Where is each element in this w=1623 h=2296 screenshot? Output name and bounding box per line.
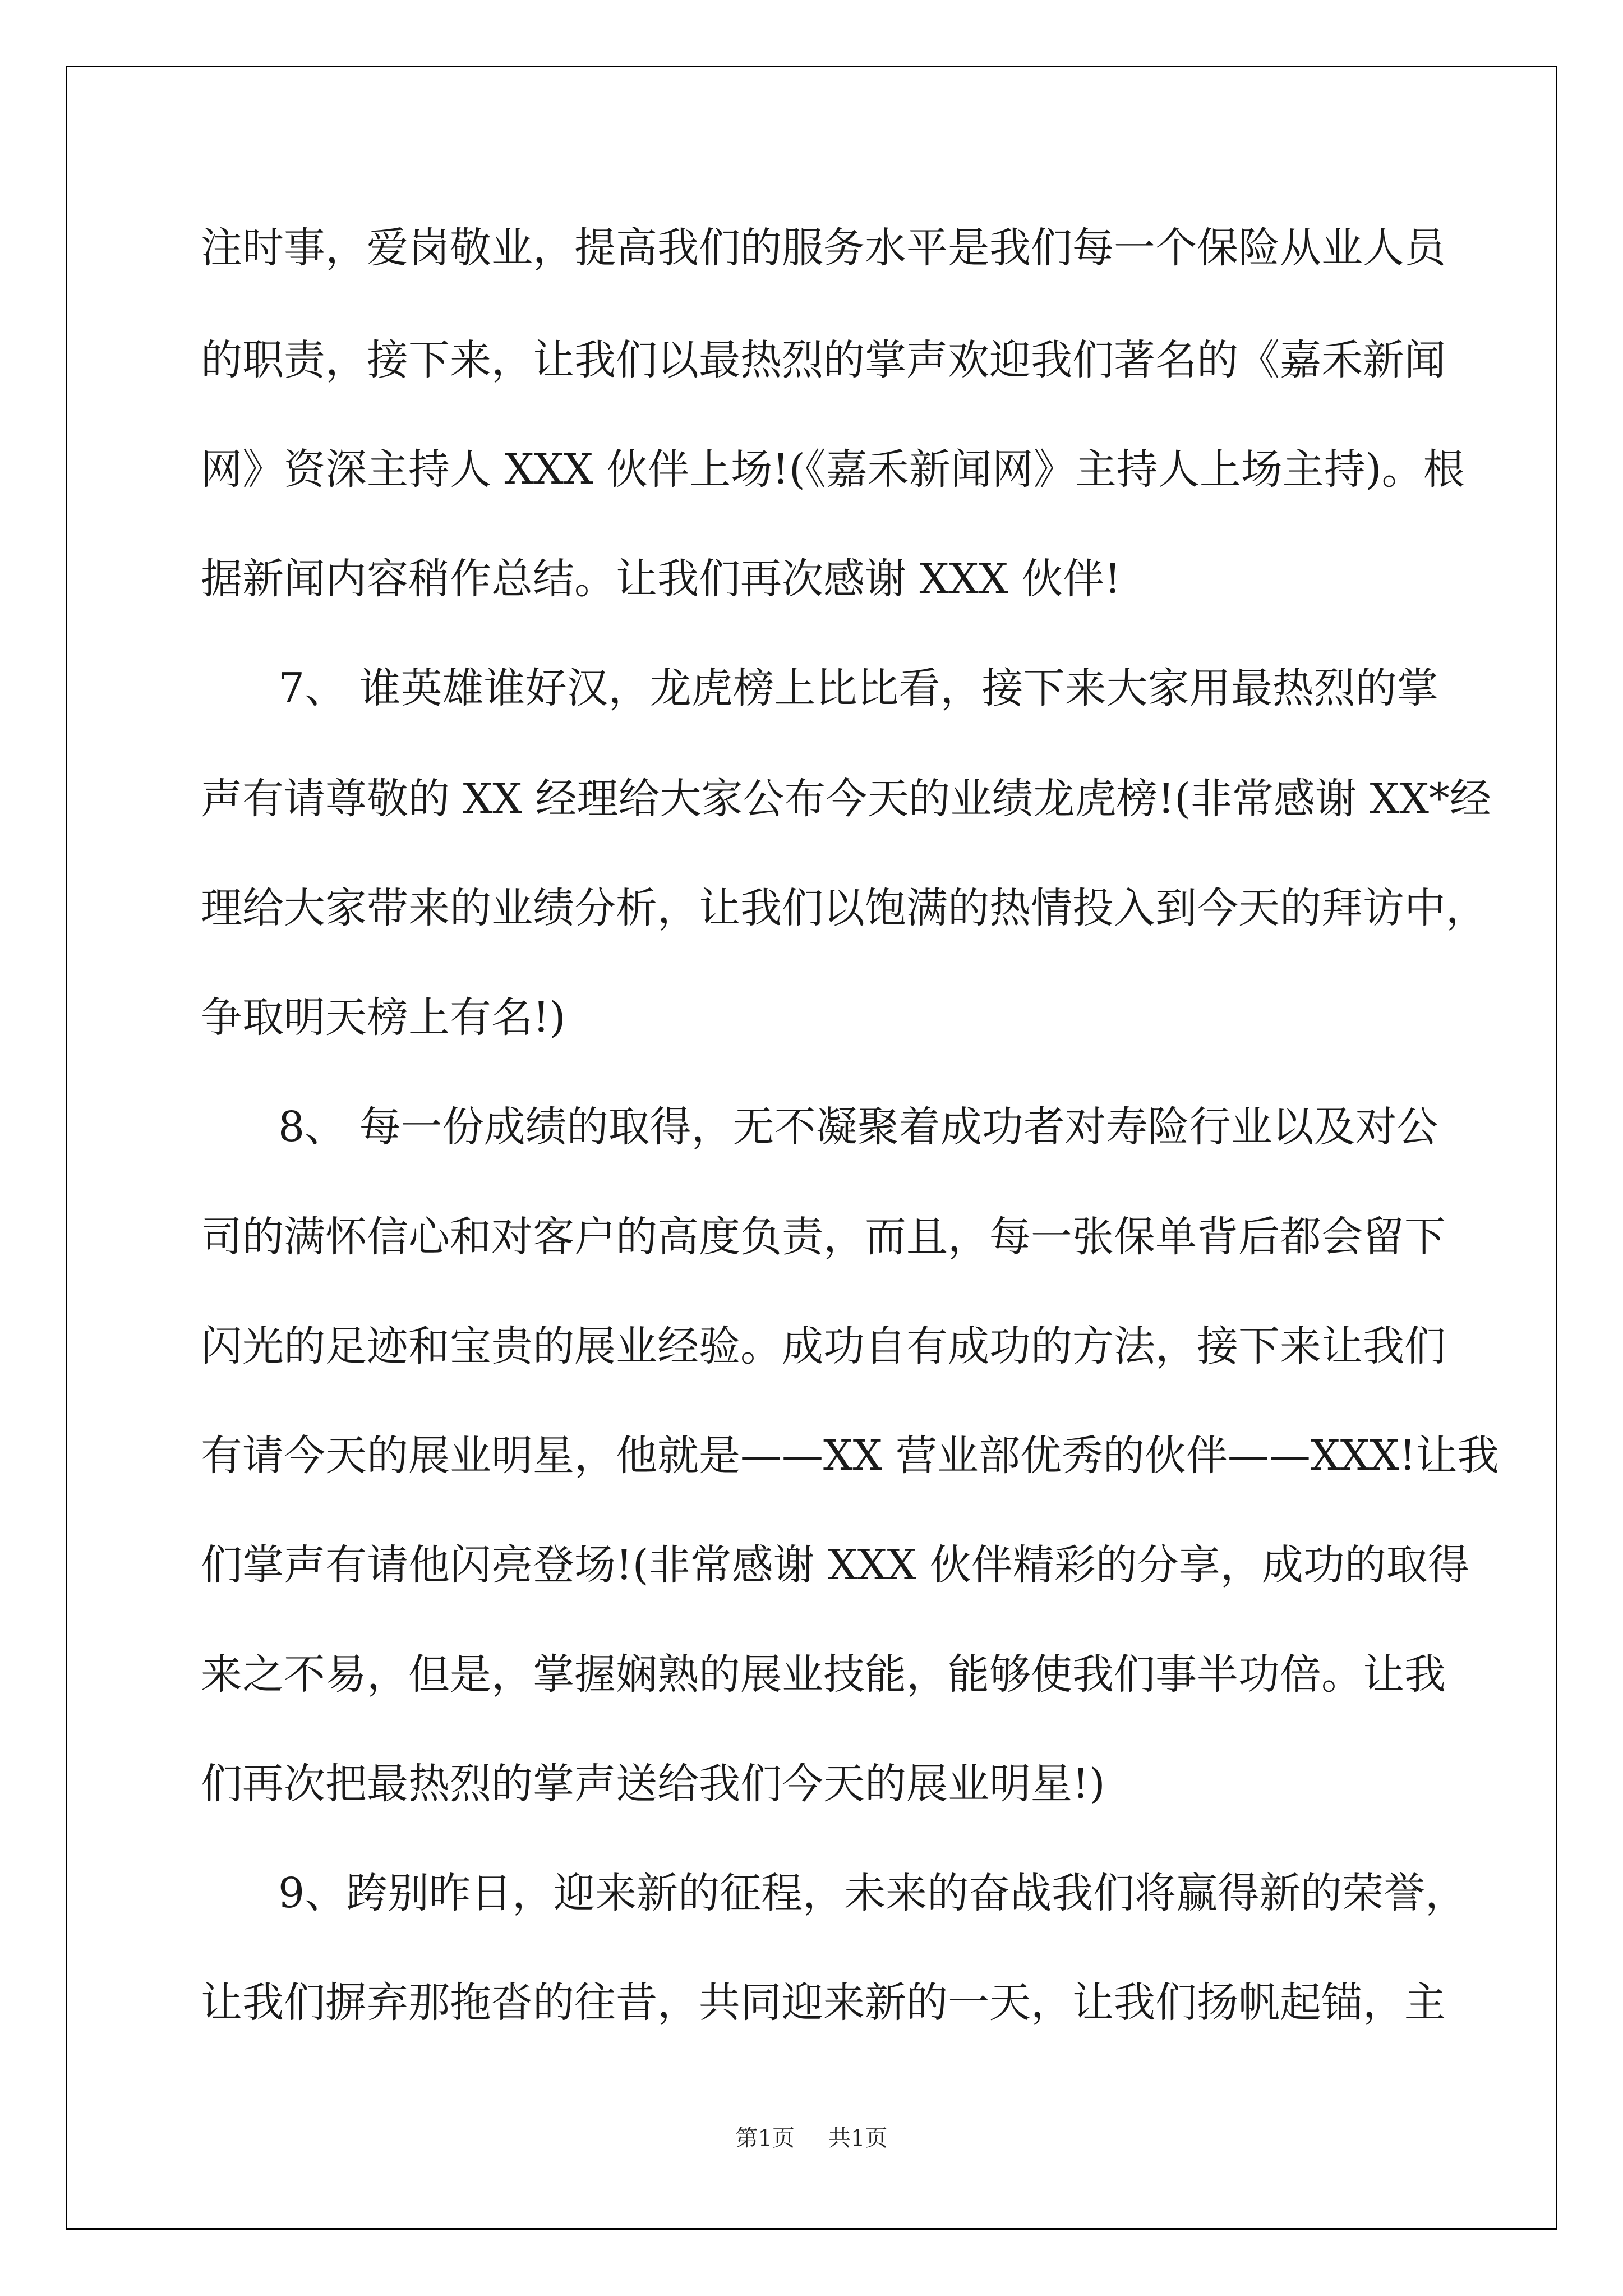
text-line: 闪光的足迹和宝贵的展业经验。成功自有成功的方法，接下来让我们 [201,1322,1446,1370]
text-line: 来之不易，但是，掌握娴熟的展业技能，能够使我们事半功倍。让我 [201,1650,1446,1699]
page-total: 共1页 [828,2125,888,2151]
text-line: 注时事，爱岗敬业，提高我们的服务水平是我们每一个保险从业人员 [201,224,1446,272]
text-line: 网》资深主持人 XXX 伙伴上场!(《嘉禾新闻网》主持人上场主持)。根 [201,445,1465,494]
text-line: 让我们摒弃那拖沓的往昔，共同迎来新的一天，让我们扬帆起锚，主 [201,1978,1446,2027]
page-number: 第1页 [735,2125,795,2151]
text-line: 们掌声有请他闪亮登场!(非常感谢 XXX 伙伴精彩的分享，成功的取得 [201,1541,1469,1589]
text-line: 司的满怀信心和对客户的高度负责，而且，每一张保单背后都会留下 [201,1213,1446,1261]
text-line: 的职责，接下来，让我们以最热烈的掌声欢迎我们著名的《嘉禾新闻 [201,336,1446,384]
text-line: 理给大家带来的业绩分析，让我们以饱满的热情投入到今天的拜访中， [201,884,1487,932]
text-line: 们再次把最热烈的掌声送给我们今天的展业明星!) [201,1760,1105,1808]
text-line: 据新闻内容稍作总结。让我们再次感谢 XXX 伙伴! [201,555,1121,603]
page-footer [0,2127,1623,2150]
paragraph-7-start: 7、 谁英雄谁好汉，龙虎榜上比比看，接下来大家用最热烈的掌 [278,664,1438,712]
paragraph-9-start: 9、跨别昨日，迎来新的征程，未来的奋战我们将赢得新的荣誉， [278,1869,1467,1917]
paragraph-8-start: 8、 每一份成绩的取得，无不凝聚着成功者对寿险行业以及对公 [278,1103,1438,1151]
text-line: 争取明天榜上有名!) [201,993,566,1042]
text-line: 有请今天的展业明星，他就是——XX 营业部优秀的伙伴——XXX!让我 [201,1432,1499,1480]
text-line: 声有请尊敬的 XX 经理给大家公布今天的业绩龙虎榜!(非常感谢 XX*经 [201,775,1491,823]
